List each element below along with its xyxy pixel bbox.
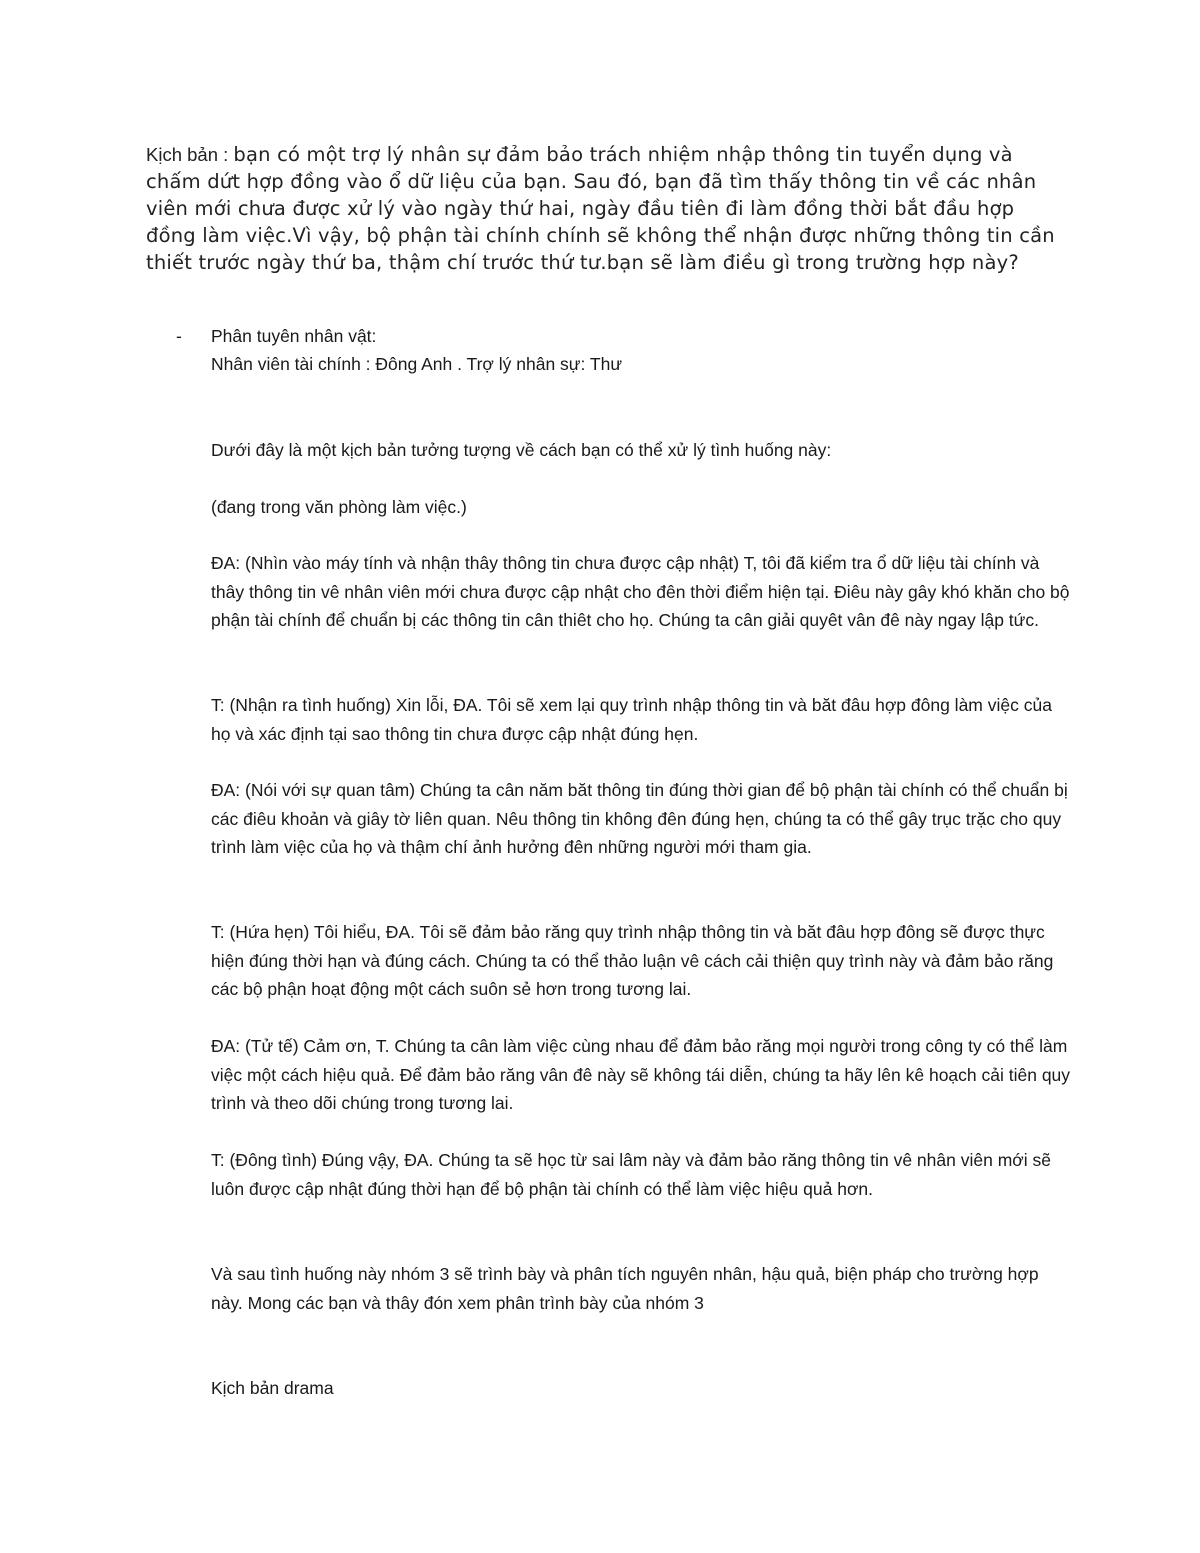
scenario-lead: Kịch bản : <box>146 144 234 165</box>
dialogue-line: ĐA: (Tử tế) Cảm ơn, T. Chúng ta cân làm việc cùng nhau để đảm bảo răng mọi người trong công ty có thể làm việc một cách hiệu quả. Để đảm bảo răng vân đê này sẽ không tái diễn, chúng ta hãy lên kê hoạch cải tiên quy trình và theo dõi chúng trong tương lai. <box>211 1036 1071 1113</box>
drama-heading: Kịch bản drama <box>211 1378 334 1398</box>
scenario-intro <box>146 141 1066 276</box>
closing-paragraph: Và sau tình huống này nhóm 3 sẽ trình bày và phân tích nguyên nhân, hậu quả, biện pháp cho trường hợp này. Mong các bạn và thây đón xem phân trình bày của nhóm 3 <box>211 1264 1039 1313</box>
dialogue-line: T: (Nhận ra tình huống) Xin lỗi, ĐA. Tôi sẽ xem lại quy trình nhập thông tin và băt đâu hợp đông làm việc của họ và xác định tại sao thông tin chưa được cập nhật đúng hẹn. <box>211 695 1052 744</box>
dialogue-line: T: (Đông tình) Đúng vậy, ĐA. Chúng ta sẽ học từ sai lâm này và đảm bảo răng thông tin vê nhân viên mới sẽ luôn được cập nhật đúng thời hạn để bộ phận tài chính có thể làm việc hiệu quả hơn. <box>211 1150 1051 1199</box>
character-cast: Nhân viên tài chính : Đông Anh . Trợ lý nhân sự: Thư <box>211 354 623 374</box>
dialogue-line: ĐA: (Nói với sự quan tâm) Chúng ta cân năm băt thông tin đúng thời gian để bộ phận tài chính có thể chuẩn bị các điêu khoản và giây tờ liên quan. Nêu thông tin không đên đúng hẹn, chúng ta có thể gây trục trặc cho quy trình làm việc của họ và thậm chí ảnh hưởng đên những người mới tham gia. <box>211 780 1068 857</box>
character-heading: Phân tuyên nhân vật: <box>211 326 377 346</box>
script-setting: (đang trong văn phòng làm việc.) <box>211 497 467 517</box>
script-intro: Dưới đây là một kịch bản tưởng tượng về cách bạn có thể xử lý tình huống này: <box>211 440 832 460</box>
dialogue-line: T: (Hứa hẹn) Tôi hiểu, ĐA. Tôi sẽ đảm bảo răng quy trình nhập thông tin và băt đâu hợp đông sẽ được thực hiện đúng thời hạn và đúng cách. Chúng ta có thể thảo luận vê cách cải thiện quy trình này và đảm bảo răng các bộ phận hoạt động một cách suôn sẻ hơn trong tương lai. <box>211 922 1054 999</box>
list-bullet: - <box>176 326 182 346</box>
scenario-text: bạn có một trợ lý nhân sự đảm bảo trách nhiệm nhập thông tin tuyển dụng và chấm dứt hợp đồng vào ổ dữ liệu của bạn. Sau đó, bạn đã tìm thấy thông tin về các nhân viên mới chưa được xử lý vào ngày thứ hai, ngày đầu tiên đi làm đồng thời bắt đầu hợp đồng làm việc.Vì vậy, bộ phận tài chính chính sẽ không thể nhận được những thông tin cần thiết trước ngày thứ ba, thậm chí trước thứ tư.bạn sẽ làm điều gì trong trường hợp này? <box>146 143 1055 274</box>
dialogue-line: ĐA: (Nhìn vào máy tính và nhận thây thông tin chưa được cập nhật) T, tôi đã kiểm tra ổ dữ liệu tài chính và thây thông tin vê nhân viên mới chưa được cập nhật cho đên thời điểm hiện tại. Điêu này gây khó khăn cho bộ phận tài chính để chuẩn bị các thông tin cân thiêt cho họ. Chúng ta cân giải quyêt vân đê này ngay lập tức. <box>211 553 1070 630</box>
